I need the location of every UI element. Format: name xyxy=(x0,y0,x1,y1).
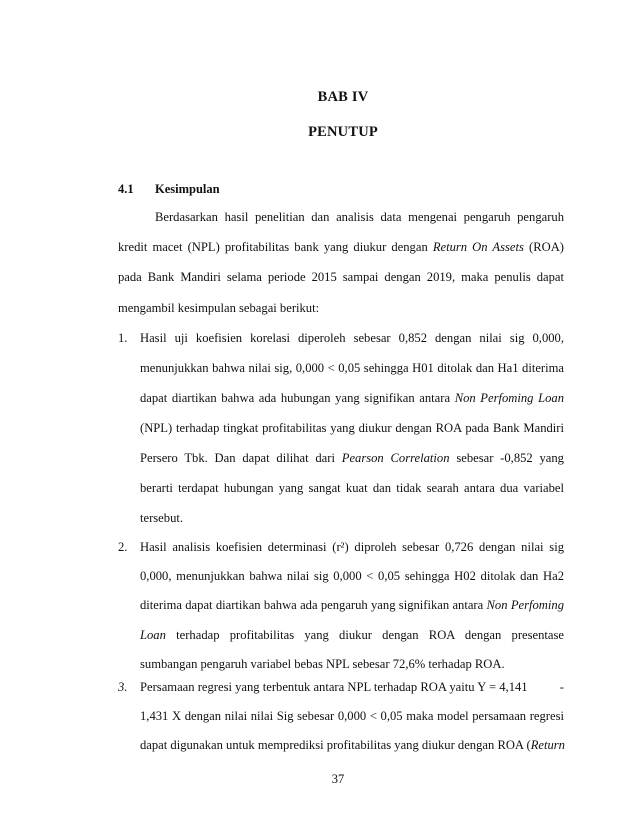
page-number: 37 xyxy=(331,772,345,786)
list-item-line: (NPL) terhadap tingkat profitabilitas yang diukur dengan ROA pada Bank Mandiri xyxy=(140,421,564,435)
section-number: 4.1 xyxy=(118,182,134,196)
paragraph-line: Berdasarkan hasil penelitian dan analisis data mengenai pengaruh pengaruh xyxy=(155,210,564,224)
list-item-number: 1. xyxy=(118,331,128,345)
paragraph-line: pada Bank Mandiri selama periode 2015 sampai dengan 2019, maka penulis dapat xyxy=(118,270,564,284)
section-title: Kesimpulan xyxy=(155,182,220,196)
list-item-line: Loan terhadap profitabilitas yang diukur dengan ROA dengan presentase xyxy=(140,628,564,642)
list-item-line: dapat digunakan untuk memprediksi profitabilitas yang diukur dengan ROA (Return xyxy=(140,738,565,752)
chapter-number: BAB IV xyxy=(317,89,369,105)
list-item-line: 1,431 X dengan nilai nilai Sig sebesar 0,000 < 0,05 maka model persamaan regresi xyxy=(140,709,564,723)
list-item-line: 0,000, menunjukkan bahwa nilai sig 0,000 < 0,05 sehingga H02 ditolak dan Ha2 xyxy=(140,569,564,583)
list-item-line: sumbangan pengaruh variabel bebas NPL sebesar 72,6% terhadap ROA. xyxy=(140,657,505,671)
list-item-number: 2. xyxy=(118,540,128,554)
list-item-line: tersebut. xyxy=(140,511,184,525)
list-item-line: Persero Tbk. Dan dapat dilihat dari Pearson Correlation sebesar -0,852 yang xyxy=(140,451,564,465)
paragraph-line: kredit macet (NPL) profitabilitas bank yang diukur dengan Return On Assets (ROA) xyxy=(118,240,564,254)
list-item-line: Hasil analisis koefisien determinasi (r²) diproleh sebesar 0,726 dengan nilai sig xyxy=(140,540,564,554)
list-item-line: dapat diartikan bahwa ada hubungan yang signifikan antara Non Perfoming Loan xyxy=(140,391,564,405)
list-item-number: 3. xyxy=(118,680,128,694)
paragraph-line: mengambil kesimpulan sebagai berikut: xyxy=(118,301,320,315)
list-item-line: Persamaan regresi yang terbentuk antara NPL terhadap ROA yaitu Y = 4,141 - xyxy=(140,680,564,694)
chapter-title: PENUTUP xyxy=(308,124,378,140)
list-item-line: berarti terdapat hubungan yang sangat kuat dan tidak searah antara dua variabel xyxy=(140,481,564,495)
list-item-line: Hasil uji koefisien korelasi diperoleh sebesar 0,852 dengan nilai sig 0,000, xyxy=(140,331,564,345)
list-item-line: diterima dapat diartikan bahwa ada pengaruh yang signifikan antara Non Perfoming xyxy=(140,598,564,612)
list-item-line: menunjukkan bahwa nilai sig, 0,000 < 0,05 sehingga H01 ditolak dan Ha1 diterima xyxy=(140,361,564,375)
section-heading xyxy=(118,182,220,197)
